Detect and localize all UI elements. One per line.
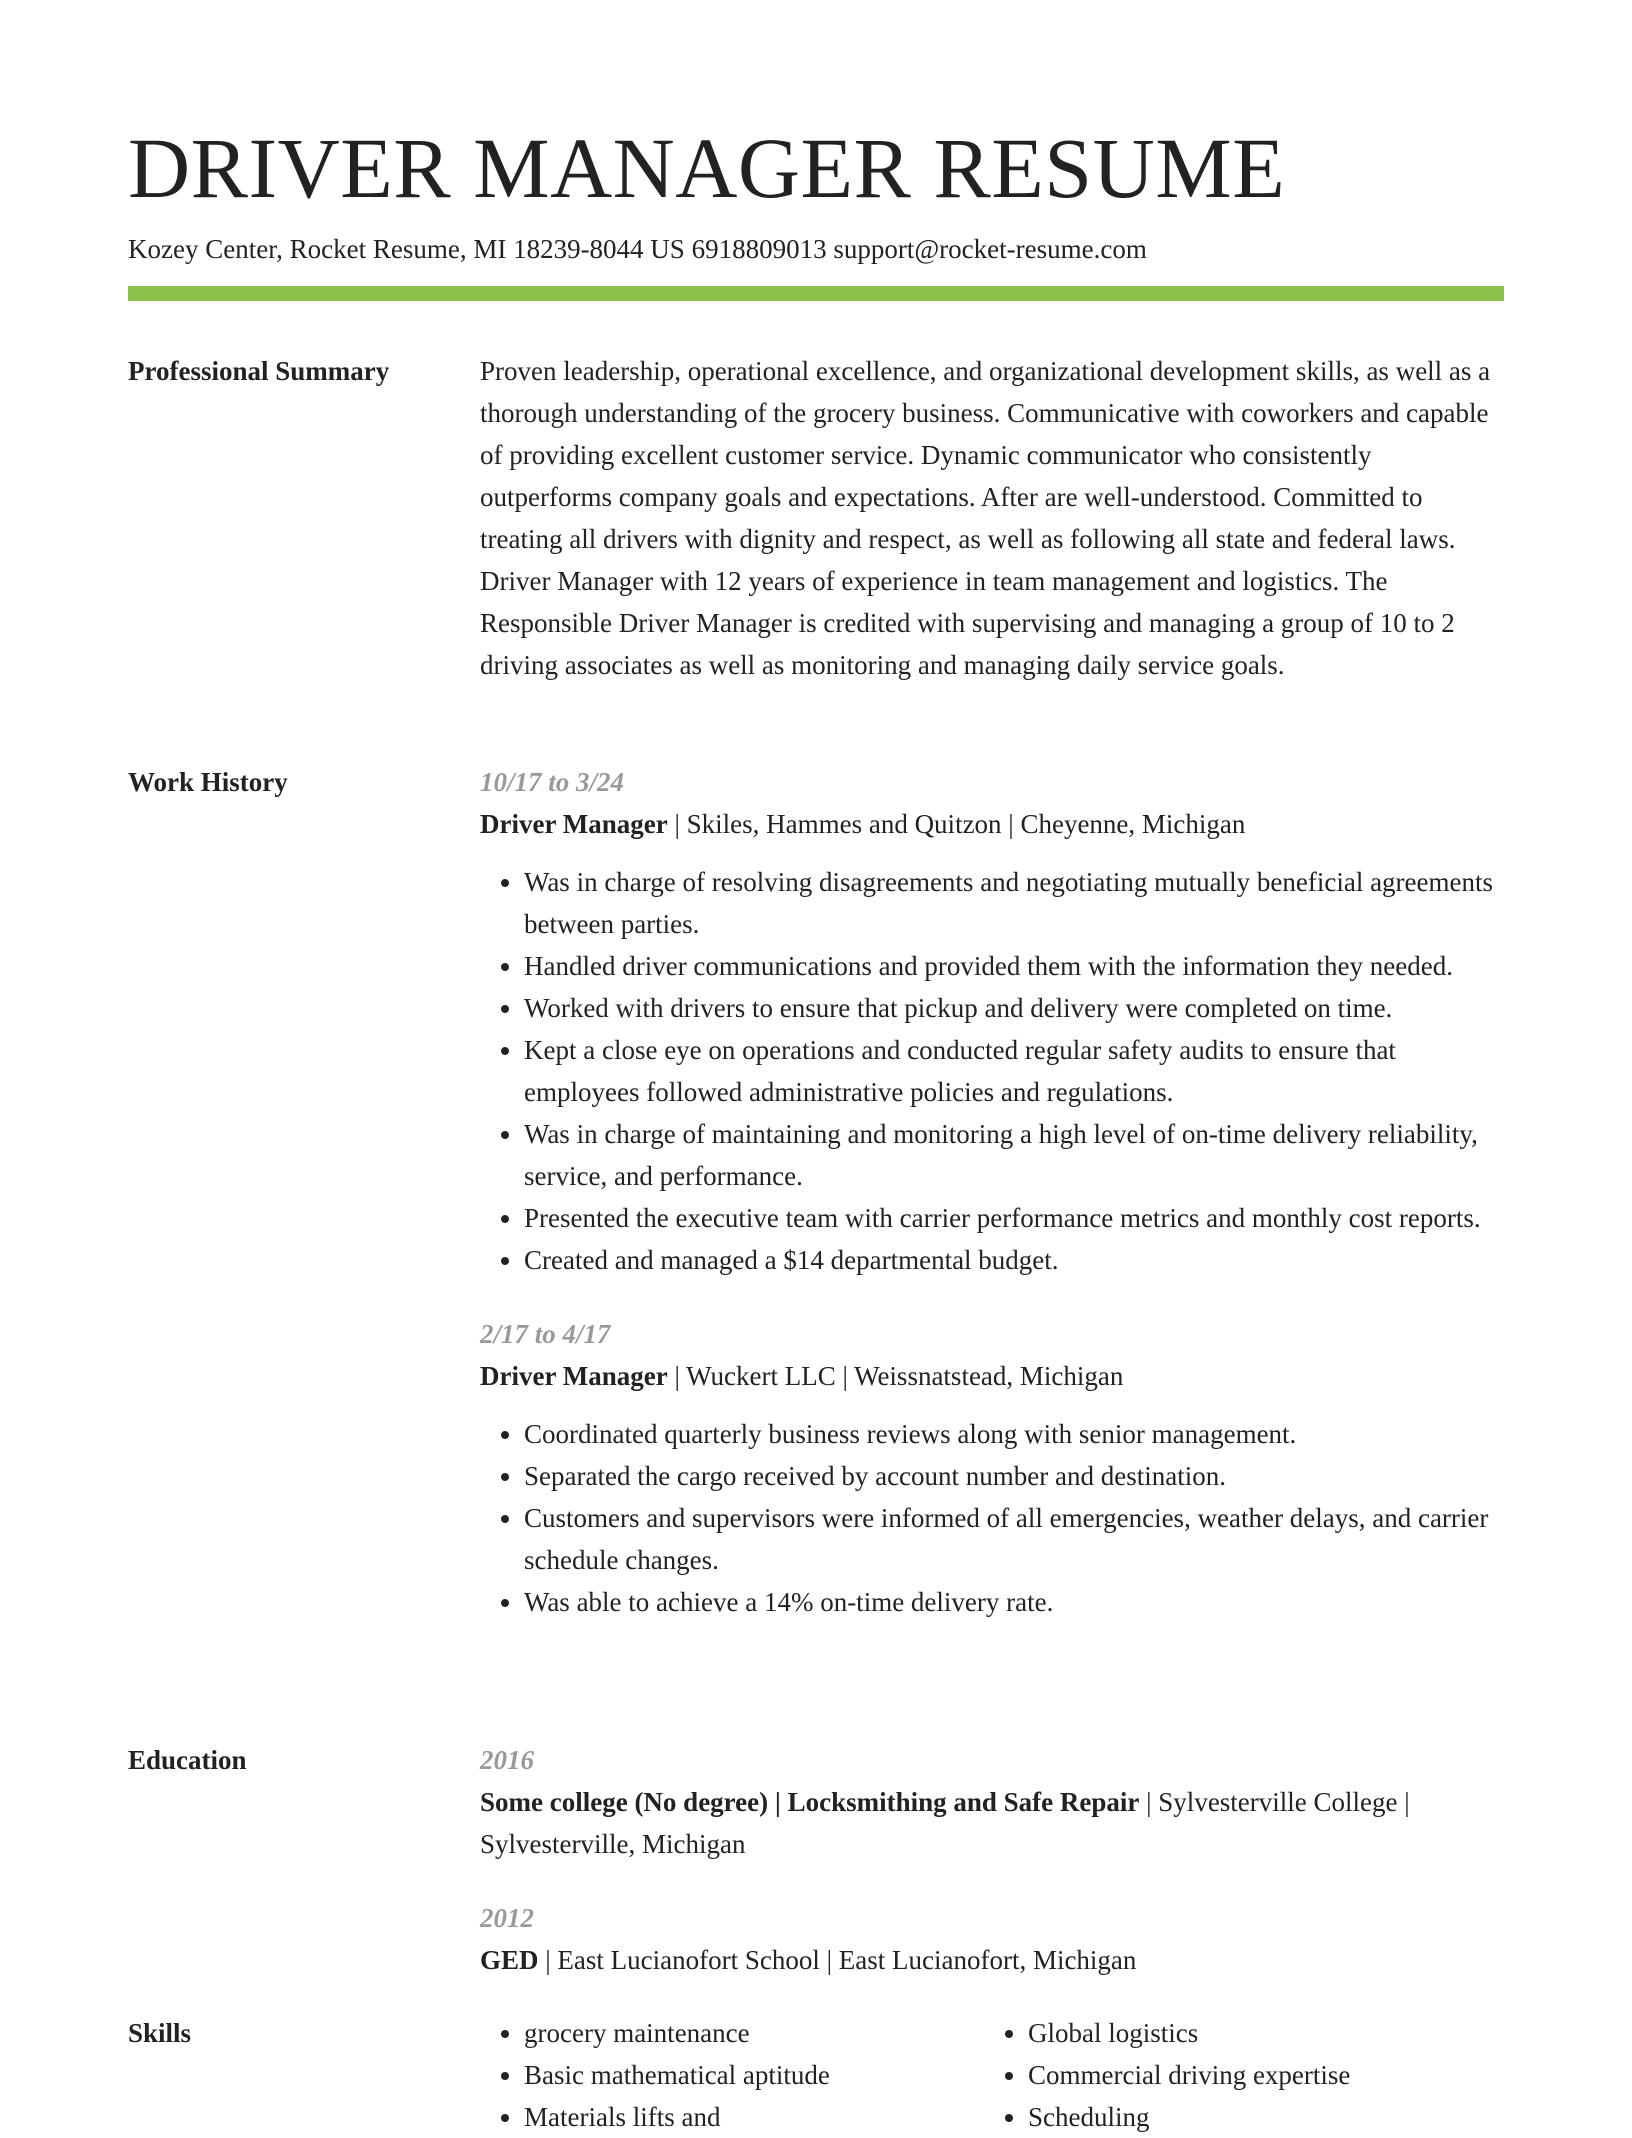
skills-label: Skills: [128, 2018, 192, 2048]
education-details: | Sylvesterville College | Sylvesterville, Michigan: [480, 1787, 1410, 1859]
work-history-body: [480, 761, 1504, 1623]
list-item: • Was in charge of maintaining and monitoring a high level of on-time delivery reliability, service, and performance.: [524, 1113, 1504, 1197]
skills-list-left: [480, 2012, 830, 2138]
education-body: [480, 1739, 1504, 1981]
job-title: Driver Manager: [480, 1361, 668, 1391]
list-item: • Materials lifts and: [524, 2096, 830, 2138]
education-line: [480, 1781, 1504, 1865]
job-details: | Wuckert LLC | Weissnatstead, Michigan: [667, 1361, 1124, 1391]
skills-body: [480, 2012, 1504, 2138]
job-dates: 10/17 to 3/24: [480, 767, 625, 797]
list-item: • Customers and supervisors were informed of all emergencies, weather delays, and carrier schedule changes.: [524, 1497, 1504, 1581]
list-item: • Worked with drivers to ensure that pickup and delivery were completed on time.: [524, 987, 1504, 1029]
job-entry: [480, 761, 1504, 1281]
education-entry: [480, 1897, 1504, 1981]
education-details: | East Lucianofort School | East Lucianofort, Michigan: [538, 1945, 1137, 1975]
list-item: • Handled driver communications and provided them with the information they needed.: [524, 945, 1504, 987]
education-year: 2016: [480, 1745, 534, 1775]
list-item: • Was able to achieve a 14% on-time delivery rate.: [524, 1581, 1504, 1623]
education-label: Education: [128, 1745, 247, 1775]
accent-divider: [128, 286, 1504, 301]
list-item: • Presented the executive team with carrier performance metrics and monthly cost reports.: [524, 1197, 1504, 1239]
skills-column-right: [984, 2012, 1350, 2138]
job-bullets: [480, 1413, 1504, 1623]
list-item: • Basic mathematical aptitude: [524, 2054, 830, 2096]
list-item: • Created and managed a $14 departmental budget.: [524, 1239, 1504, 1281]
list-item: • Scheduling: [1028, 2096, 1350, 2138]
contact-line: Kozey Center, Rocket Resume, MI 18239-8044 US 6918809013 support@rocket-resume.com: [128, 234, 1147, 264]
education-degree: GED: [480, 1945, 539, 1975]
work-history-label: Work History: [128, 767, 288, 797]
education-degree: Some college (No degree) | Locksmithing and Safe Repair: [480, 1787, 1140, 1817]
job-dates: 2/17 to 4/17: [480, 1319, 611, 1349]
summary-text: Proven leadership, operational excellence, and organizational development skills, as well as a thorough understanding of the grocery business. Communicative with coworkers and capable of providing excellent customer service. Dynamic communicator who consistently outperforms company goals and expectations. After are well-understood. Committed to treating all drivers with dignity and respect, as well as following all state and federal laws. Driver Manager with 12 years of experience in team management and logistics. The Responsible Driver Manager is credited with supervising and managing a group of 10 to 2 driving associates as well as monitoring and managing daily service goals.: [480, 356, 1491, 680]
resume-title: DRIVER MANAGER RESUME: [128, 120, 1286, 216]
education-line: [480, 1939, 1504, 1981]
skills-list-right: [984, 2012, 1350, 2138]
list-item: • Commercial driving expertise: [1028, 2054, 1350, 2096]
list-item: • Global logistics: [1028, 2012, 1350, 2054]
list-item: • Separated the cargo received by account number and destination.: [524, 1455, 1504, 1497]
skills-column-left: [480, 2012, 830, 2138]
list-item: • Was in charge of resolving disagreements and negotiating mutually beneficial agreements between parties.: [524, 861, 1504, 945]
education-entry: [480, 1739, 1504, 1865]
job-details: | Skiles, Hammes and Quitzon | Cheyenne, Michigan: [667, 809, 1246, 839]
list-item: • grocery maintenance: [524, 2012, 830, 2054]
job-title: Driver Manager: [480, 809, 668, 839]
education-year: 2012: [480, 1903, 534, 1933]
job-role-line: [480, 803, 1504, 845]
skills-columns: [480, 2012, 1504, 2138]
list-item: • Coordinated quarterly business reviews along with senior management.: [524, 1413, 1504, 1455]
job-role-line: [480, 1355, 1504, 1397]
job-entry: [480, 1313, 1504, 1623]
summary-body: [480, 350, 1504, 686]
summary-label: Professional Summary: [128, 356, 390, 386]
list-item: • Kept a close eye on operations and conducted regular safety audits to ensure that employees followed administrative policies and regulations.: [524, 1029, 1504, 1113]
job-bullets: [480, 861, 1504, 1281]
